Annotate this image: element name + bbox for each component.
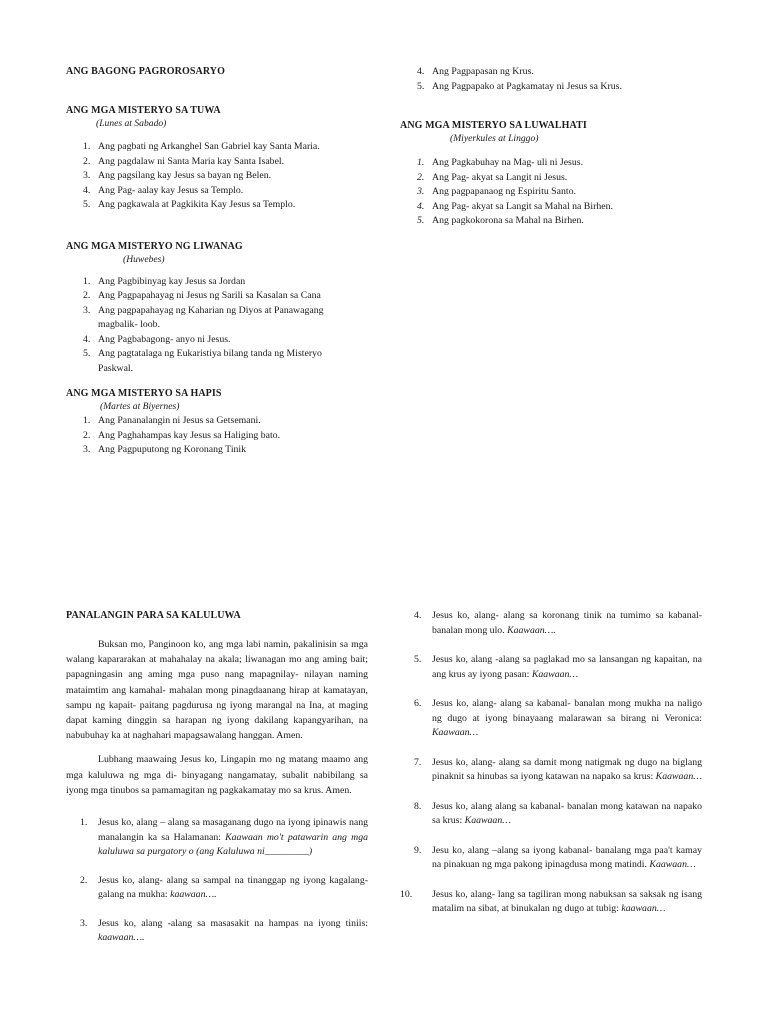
liwanag-heading: ANG MGA MISTERYO NG LIWANAG (66, 240, 243, 252)
bottom-left-column (66, 610, 368, 946)
top-right-column (400, 65, 700, 229)
list-item: 4. Ang Pagpapasan ng Krus. (417, 66, 534, 77)
prayer-heading: PANALANGIN PARA SA KALULUWA (66, 610, 241, 621)
liwanag-days: (Huwebes) (123, 253, 165, 265)
list-item: 1. Jesus ko, alang – alang sa masaganang dugo na iyong ipinawis nang manalangin ka sa Halamanan: Kaawaan mo't patawarin ang mga kaluluwa sa purgatory o (ang Kaluluwa ni_________) (80, 817, 368, 858)
list-item: 6. Jesus ko, alang- alang sa kabanal- banalan mong mukha na naligo ng dugo at iyong binayaang malarawan sa birang ni Veronica: Kaawaan… (414, 698, 702, 738)
tuwa-heading: ANG MGA MISTERYO SA TUWA (66, 105, 221, 116)
prayer-list-left (66, 816, 368, 946)
luwalhati-days: (Miyerkules at Linggo) (450, 133, 539, 144)
list-item: 5. Ang Pagpapako at Pagkamatay ni Jesus sa Krus. (417, 80, 622, 92)
list-item: 1. Ang Pagbibinyag kay Jesus sa Jordan (83, 275, 246, 287)
list-item: 1. Ang Pagkabuhay na Mag- uli ni Jesus. (417, 157, 584, 168)
list-item: 4. Ang Pag- akyat sa Langit sa Mahal na Birhen. (417, 200, 613, 212)
list-item: 10. Jesus ko, alang- lang sa tagiliran mong nabuksan sa saksak ng isang matalim na sibat, at binukalan ng dugo at tubig: kaawaan… (400, 888, 702, 914)
list-item: 2. Jesus ko, alang- alang sa sampal na tinanggap ng iyong kagalang- galang na mukha: kaawaan…. (80, 874, 368, 901)
list-item: 3. Jesus ko, alang -alang sa masasakit na hampas na iyong tiniis: kaawaan…. (80, 917, 368, 944)
document-title: ANG BAGONG PAGROROSARYO (66, 66, 225, 77)
list-item: 3. Ang pagpapahayag ng Kaharian ng Diyos at Panawagang magbalik- loob. (83, 304, 324, 330)
prayer-paragraph-1: Buksan mo, Panginoon ko, ang mga labi namin, pakalinisin sa mga walang kapararakan at mahahalay na akala; liwanagan mo ang aming bait; papagningasin ang aming mga puso nang mapagnilay- nilayan naming mataimtim ang kamahal- mahalan mong pinagdaanang hirap at kamatayan, sampu ng kapait- paitang pagdurusa ng iyong marangal na Ina, at maging dapat kaming dinggin sa harapan ng iyong dakilang kapangyarihan, na nabubuhay ka at naghahari mapagsawalang hanggan. Amen. (66, 639, 368, 742)
list-item: 4. Ang Pag- aalay kay Jesus sa Templo. (83, 184, 244, 196)
list-item: 3. Ang pagpapanaog ng Espiritu Santo. (417, 186, 576, 197)
list-item: 5. Ang pagtatalaga ng Eukaristiya bilang tanda ng Misteryo Paskwal. (83, 348, 322, 374)
list-item: 2. Ang Paghahampas kay Jesus sa Haliging bato. (83, 429, 281, 441)
list-item: 1. Ang Pananalangin ni Jesus sa Getsemani. (83, 415, 261, 426)
prayer-paragraph-2: Lubhang maawaing Jesus ko, Lingapin mo ng matang maamo ang mga kaluluwa ng mga di- binyagang nangamatay, subalit nabibilang sa iyong mga tinubos sa pamamagitan ng pagkakamatay mo sa krus. Amen. (66, 754, 368, 796)
tuwa-days: (Lunes at Sabado) (96, 118, 167, 129)
hapis-continued-list (400, 65, 700, 94)
prayer-list-right (400, 609, 702, 917)
list-item: 4. Ang Pagbabagong- anyo ni Jesus. (83, 333, 231, 345)
list-item: 9. Jesu ko, alang –alang sa iyong kabanal- banalang mga paa't kamay na pinakuan ng mga pakong ipinagdusa mong matindi. Kaawaan… (414, 844, 702, 870)
hapis-list (66, 414, 366, 458)
list-item: 8. Jesus ko, alang alang sa kabanal- banalan mong katawan na napako sa krus: Kaawaan… (414, 800, 702, 826)
liwanag-list (66, 275, 346, 377)
list-item: 5. Ang pagkokorona sa Mahal na Birhen. (417, 215, 584, 226)
luwalhati-list (400, 156, 700, 229)
hapis-heading: ANG MGA MISTERYO SA HAPIS (66, 388, 222, 399)
list-item: 3. Ang Pagpuputong ng Koronang Tinik (83, 444, 247, 455)
list-item: 2. Ang Pagpapahayag ni Jesus ng Sarili sa Kasalan sa Cana (83, 290, 321, 301)
bottom-right-column (400, 609, 702, 917)
list-item: 2. Ang Pag- akyat sa Langit ni Jesus. (417, 171, 568, 183)
list-item: 4. Jesus ko, alang- alang sa koronang tinik na tumimo sa kabanal- banalan mong ulo. Kaawaan…. (414, 610, 702, 636)
luwalhati-heading: ANG MGA MISTERYO SA LUWALHATI (400, 120, 587, 131)
tuwa-list (66, 140, 366, 213)
hapis-days: (Martes at Biyernes) (100, 401, 180, 412)
list-item: 7. Jesus ko, alang- alang sa damit mong natigmak ng dugo na biglang pinaknit sa hinubas sa iyong katawan na napako sa krus: Kaawaan… (414, 756, 702, 782)
list-item: 3. Ang pagsilang kay Jesus sa bayan ng Belen. (83, 170, 272, 181)
list-item: 5. Ang pagkawala at Pagkikita Kay Jesus sa Templo. (83, 199, 296, 210)
list-item: 2. Ang pagdalaw ni Santa Maria kay Santa Isabel. (83, 155, 285, 167)
list-item: 5. Jesus ko, alang -alang sa paglakad mo sa lansangan ng kapaitan, na ang krus ay iyong pasan: Kaawaan… (414, 654, 702, 680)
top-left-column (66, 66, 366, 458)
list-item: 1. Ang pagbati ng Arkanghel San Gabriel kay Santa Maria. (83, 141, 320, 152)
